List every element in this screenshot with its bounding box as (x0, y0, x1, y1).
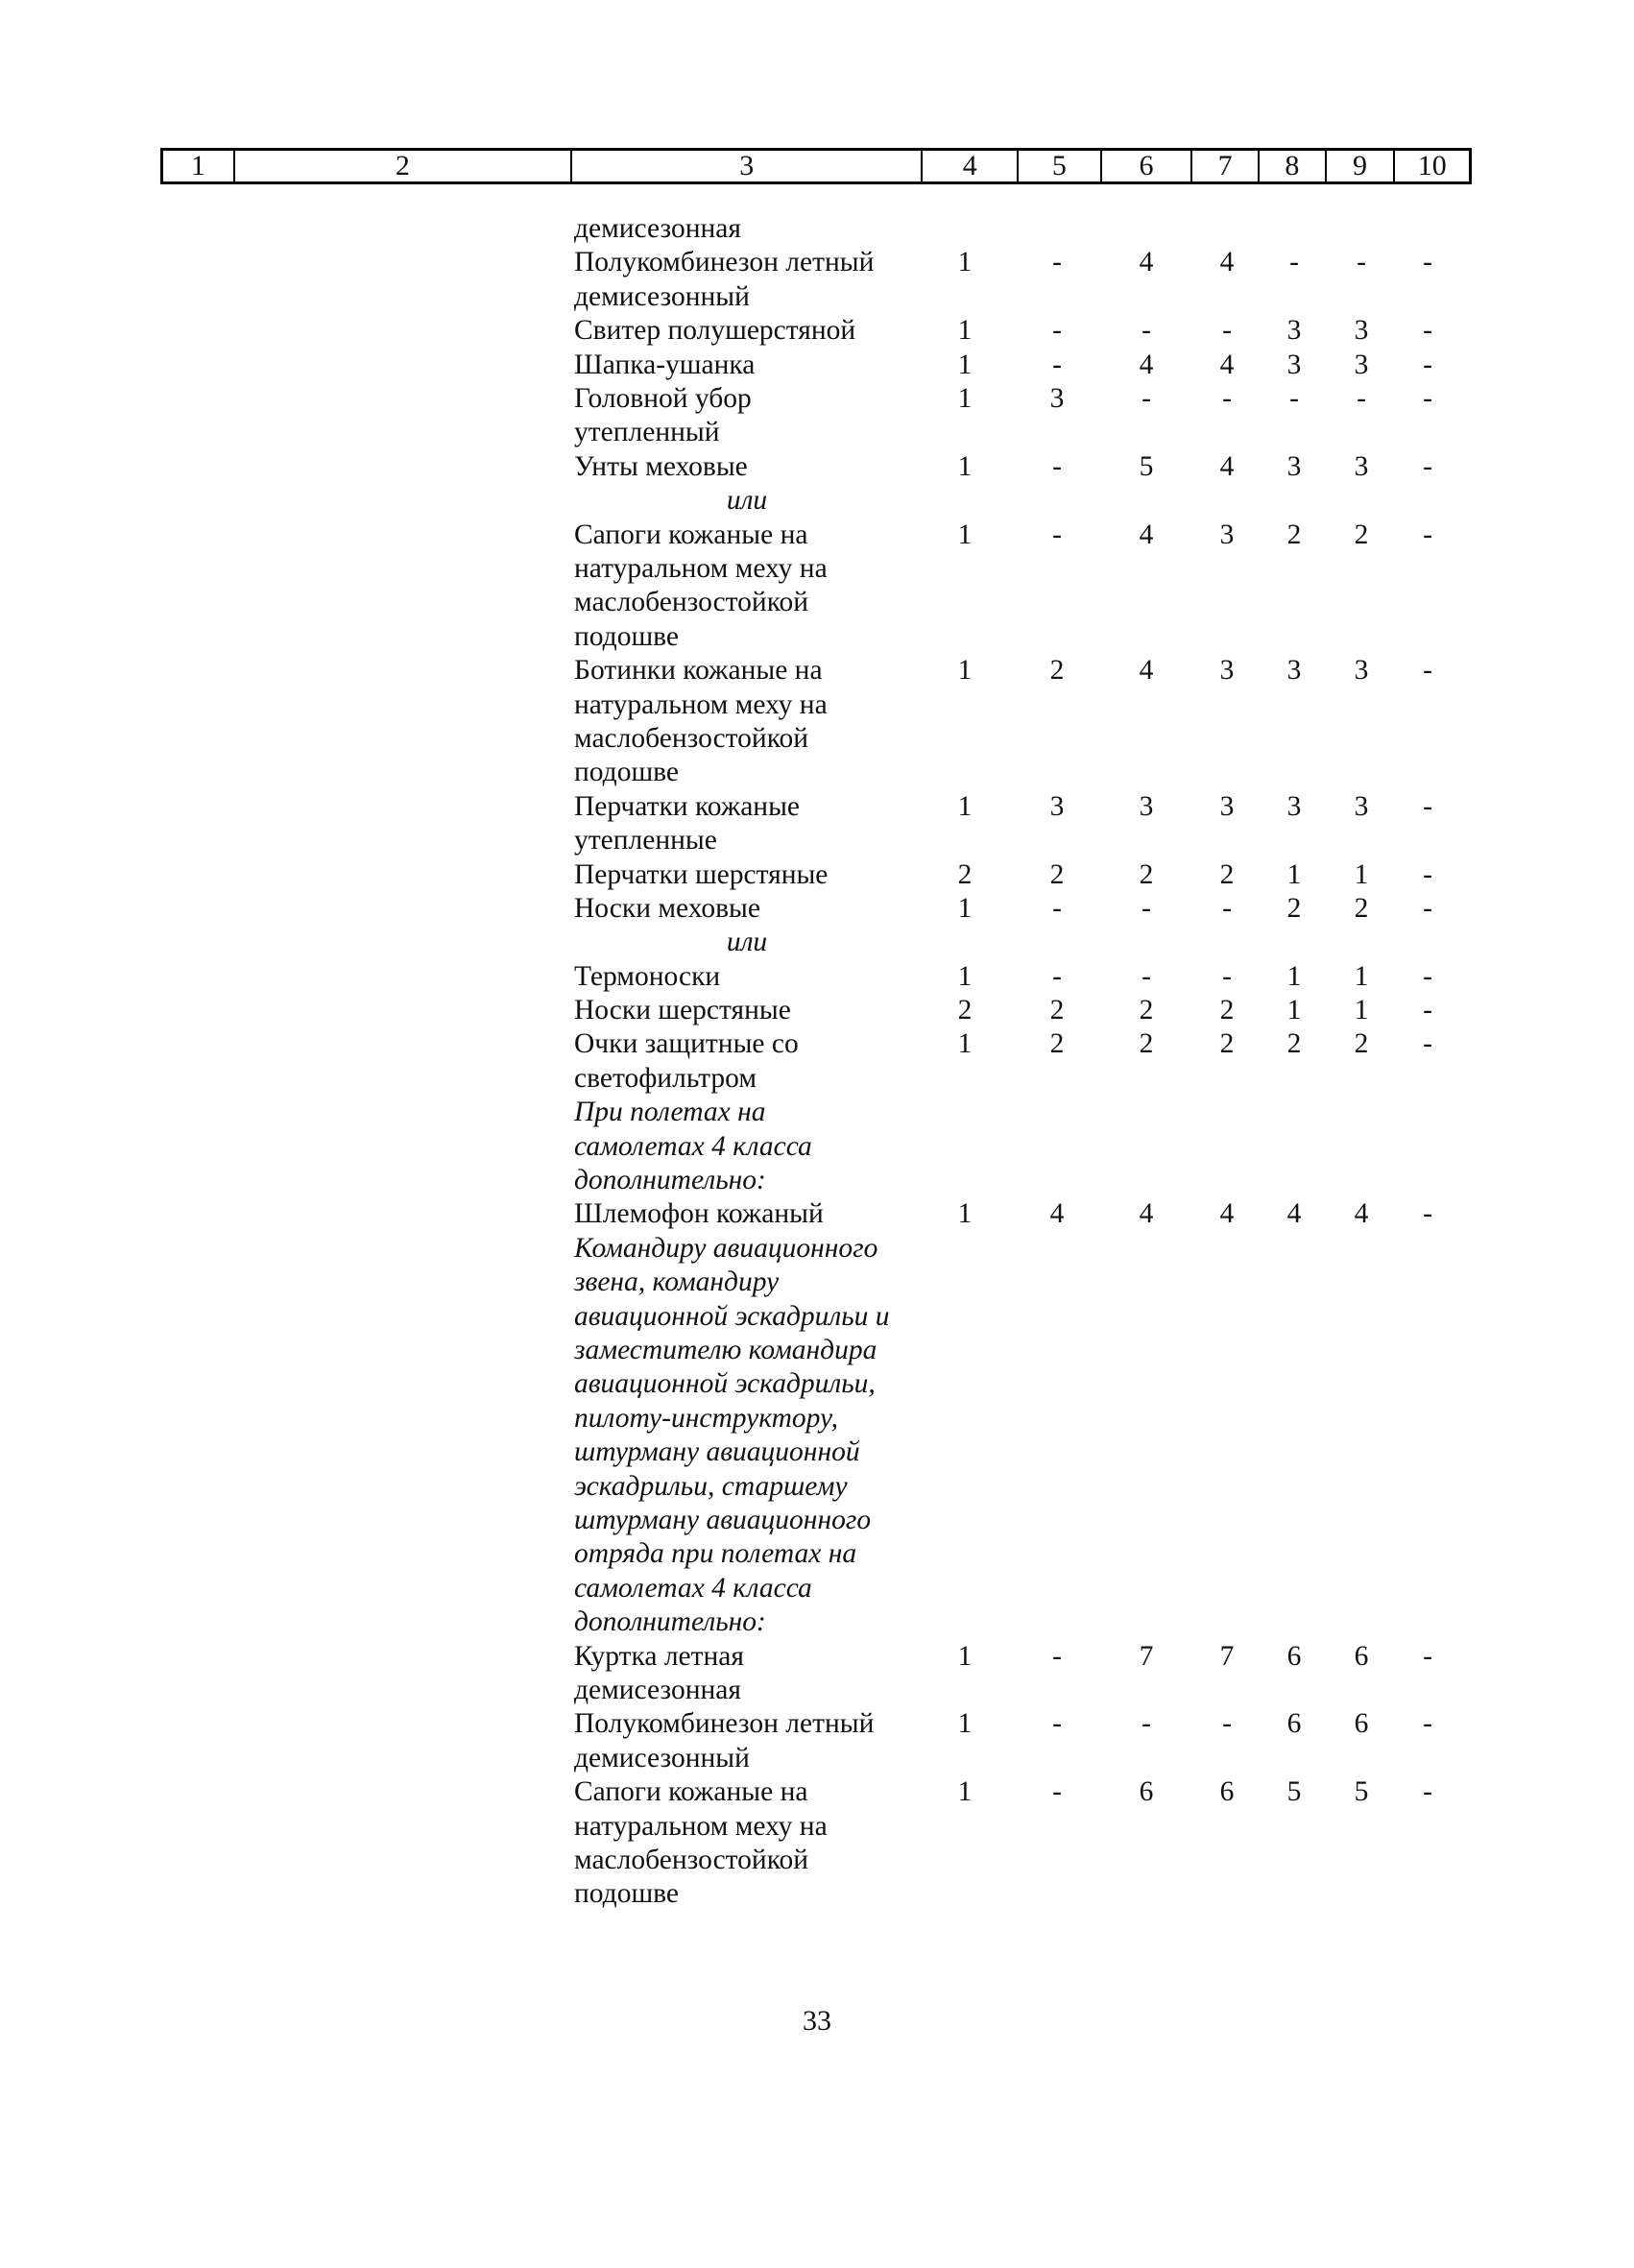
table-row (0, 450, 1634, 484)
alternative-label (574, 484, 920, 518)
value-col-5: - (1052, 519, 1062, 550)
item-name-line: авиационной эскадрильи, (574, 1368, 876, 1400)
item-name-line: звена, командиру (574, 1267, 780, 1298)
value-col-6: 4 (1139, 655, 1154, 687)
item-name-line: Термоноски (574, 960, 721, 992)
table-row (0, 349, 1634, 382)
value-col-9: 2 (1354, 1028, 1369, 1060)
value-col-5: - (1052, 1776, 1062, 1808)
value-col-8: 2 (1286, 1028, 1302, 1060)
value-col-5: - (1052, 960, 1062, 992)
value-col-6: 4 (1139, 349, 1154, 380)
value-col-7: 4 (1219, 349, 1235, 380)
item-name-line: штурману авиационной (574, 1436, 860, 1468)
item-name (574, 892, 939, 926)
value-col-8: 2 (1286, 892, 1302, 924)
table-row (0, 960, 1634, 994)
table-header-row (160, 148, 1472, 184)
value-col-9: 1 (1354, 995, 1369, 1026)
item-name-line: Шлемофон кожаный (574, 1198, 824, 1230)
value-col-5: - (1052, 315, 1062, 347)
page-number: 33 (803, 2005, 831, 2037)
section-note (574, 1232, 939, 1640)
table-row (0, 1197, 1634, 1231)
value-col-10: - (1423, 1708, 1432, 1740)
value-col-8: 5 (1286, 1776, 1302, 1808)
value-col-9: 3 (1354, 655, 1369, 687)
value-col-5: - (1052, 1640, 1062, 1672)
value-col-4: 1 (957, 960, 973, 992)
item-name-line: утепленные (574, 825, 717, 857)
item-name-line: Полукомбинезон летный (574, 247, 875, 278)
value-col-10: - (1423, 892, 1432, 924)
table-row (0, 519, 1634, 655)
header-col-3: 3 (572, 151, 923, 181)
item-name-line: Очки защитные со (574, 1028, 799, 1060)
value-col-10: - (1423, 1028, 1432, 1060)
item-name-line: или (726, 485, 768, 517)
value-col-7: 3 (1219, 655, 1235, 687)
item-name-line: Носки шерстяные (574, 995, 791, 1026)
item-name-line: Носки меховые (574, 892, 760, 924)
value-col-9: 3 (1354, 790, 1369, 822)
item-name-line: Сапоги кожаные на (574, 1776, 808, 1808)
value-col-8: 1 (1286, 960, 1302, 992)
header-col-10: 10 (1417, 150, 1447, 181)
item-name-line: отряда при полетах на (574, 1538, 857, 1570)
value-col-10: - (1423, 790, 1432, 822)
section-note (574, 1096, 939, 1197)
item-name-line: Перчатки шерстяные (574, 858, 829, 890)
table-row (0, 382, 1634, 450)
value-col-10: - (1423, 382, 1432, 414)
item-name-line: подошве (574, 757, 680, 788)
item-name-line: маслобензостойкой (574, 1845, 809, 1876)
value-col-4: 1 (957, 247, 973, 278)
header-col-4: 4 (923, 151, 1019, 181)
value-col-5: 3 (1049, 790, 1065, 822)
value-col-4: 1 (957, 1708, 973, 1740)
item-name (574, 858, 939, 892)
value-col-9: - (1357, 247, 1366, 278)
item-name-line: маслобензостойкой (574, 587, 809, 618)
value-col-10: - (1423, 995, 1432, 1026)
value-col-7: 3 (1219, 790, 1235, 822)
value-col-6: 4 (1139, 519, 1154, 550)
table-row (0, 484, 1634, 518)
item-name-line: Унты меховые (574, 450, 748, 482)
item-name (574, 654, 939, 790)
header-col-9: 9 (1327, 151, 1396, 181)
value-col-8: 3 (1286, 349, 1302, 380)
item-name-line: Перчатки кожаные (574, 790, 800, 822)
value-col-6: 2 (1139, 858, 1154, 890)
value-col-9: 4 (1354, 1198, 1369, 1230)
value-col-5: - (1052, 349, 1062, 380)
table-row (0, 1027, 1634, 1096)
item-name (574, 1640, 939, 1708)
item-name (574, 382, 939, 450)
value-col-5: - (1052, 892, 1062, 924)
table-row (0, 926, 1634, 959)
item-name-line: натуральном меху на (574, 1810, 828, 1842)
value-col-10: - (1423, 655, 1432, 687)
table-row (0, 790, 1634, 858)
item-name-line: или (726, 927, 768, 958)
header-col-8: 8 (1260, 151, 1327, 181)
value-col-6: - (1141, 315, 1151, 347)
value-col-5: 2 (1049, 858, 1065, 890)
value-col-8: - (1289, 247, 1299, 278)
value-col-10: - (1423, 1198, 1432, 1230)
value-col-9: 6 (1354, 1640, 1369, 1672)
value-col-7: - (1222, 1708, 1232, 1740)
item-name-line: дополнительно: (574, 1606, 766, 1638)
item-name-line: натуральном меху на (574, 552, 828, 584)
value-col-4: 1 (957, 1028, 973, 1060)
item-name-line: Свитер полушерстяной (574, 315, 856, 347)
value-col-5: 4 (1049, 1198, 1065, 1230)
table-row (0, 246, 1634, 314)
item-name-line: заместителю командира (574, 1335, 877, 1366)
value-col-10: - (1423, 858, 1432, 890)
value-col-4: 1 (957, 892, 973, 924)
value-col-7: 7 (1219, 1640, 1235, 1672)
item-name-line: Сапоги кожаные на (574, 519, 808, 550)
item-name-line: демисезонная (574, 213, 741, 244)
item-name-line: маслобензостойкой (574, 722, 809, 754)
item-name-line: демисезонная (574, 1675, 741, 1706)
value-col-6: 3 (1139, 790, 1154, 822)
item-name (574, 960, 939, 994)
value-col-6: 7 (1139, 1640, 1154, 1672)
value-col-5: - (1052, 450, 1062, 482)
item-name-line: При полетах на (574, 1097, 766, 1128)
item-name (574, 790, 939, 858)
value-col-4: 2 (957, 858, 973, 890)
item-name (574, 349, 939, 382)
value-col-6: 5 (1139, 450, 1154, 482)
value-col-10: - (1423, 1776, 1432, 1808)
value-col-8: 3 (1286, 790, 1302, 822)
item-name-line: Полукомбинезон летный (574, 1708, 875, 1740)
value-col-10: - (1423, 315, 1432, 347)
item-name-line: демисезонный (574, 280, 750, 312)
value-col-4: 1 (957, 382, 973, 414)
item-name (574, 519, 939, 655)
value-col-8: 6 (1286, 1708, 1302, 1740)
item-name (574, 1707, 939, 1775)
item-name (574, 994, 939, 1027)
header-col-6: 6 (1102, 151, 1193, 181)
value-col-9: 3 (1354, 450, 1369, 482)
value-col-8: 1 (1286, 995, 1302, 1026)
value-col-9: - (1357, 382, 1366, 414)
item-name (574, 1027, 939, 1096)
value-col-4: 1 (957, 1198, 973, 1230)
item-name (574, 246, 939, 314)
value-col-9: 6 (1354, 1708, 1369, 1740)
value-col-4: 1 (957, 1776, 973, 1808)
value-col-6: 6 (1139, 1776, 1154, 1808)
value-col-10: - (1423, 349, 1432, 380)
item-name (574, 1197, 939, 1231)
value-col-9: 3 (1354, 349, 1369, 380)
item-name-line: Шапка-ушанка (574, 349, 756, 380)
table-row (0, 1640, 1634, 1708)
item-name-line: светофильтром (574, 1062, 757, 1094)
item-name-line: самолетах 4 класса (574, 1572, 812, 1604)
value-col-6: - (1141, 892, 1151, 924)
item-name (574, 450, 939, 484)
value-col-4: 1 (957, 315, 973, 347)
value-col-6: 4 (1139, 1198, 1154, 1230)
value-col-7: - (1222, 892, 1232, 924)
value-col-9: 3 (1354, 315, 1369, 347)
value-col-4: 1 (957, 655, 973, 687)
header-col-1: 1 (163, 151, 235, 181)
value-col-8: 2 (1286, 519, 1302, 550)
item-name-line: авиационной эскадрильи и (574, 1300, 890, 1332)
value-col-10: - (1423, 247, 1432, 278)
item-name-line: подошве (574, 620, 680, 652)
value-col-5: 3 (1049, 382, 1065, 414)
value-col-4: 1 (957, 519, 973, 550)
value-col-7: 3 (1219, 519, 1235, 550)
value-col-9: 1 (1354, 960, 1369, 992)
value-col-8: 3 (1286, 655, 1302, 687)
value-col-4: 1 (957, 349, 973, 380)
value-col-10: - (1423, 519, 1432, 550)
item-name (574, 314, 939, 348)
table-row (0, 892, 1634, 926)
item-name-line: штурману авиационного (574, 1504, 872, 1535)
value-col-4: 1 (957, 1640, 973, 1672)
value-col-7: - (1222, 960, 1232, 992)
value-col-7: 6 (1219, 1776, 1235, 1808)
value-col-9: 1 (1354, 858, 1369, 890)
item-name-line: пилоту-инструктору, (574, 1402, 839, 1434)
header-col-5: 5 (1019, 151, 1102, 181)
item-name-line: Головной убор (574, 382, 752, 414)
table-row (0, 1707, 1634, 1775)
value-col-4: 1 (957, 790, 973, 822)
item-name-line: утепленный (574, 417, 720, 448)
value-col-4: 2 (957, 995, 973, 1026)
item-name-line: эскадрильи, старшему (574, 1470, 848, 1502)
value-col-7: - (1222, 315, 1232, 347)
table-row (0, 654, 1634, 790)
value-col-5: 2 (1049, 655, 1065, 687)
value-col-8: 3 (1286, 315, 1302, 347)
value-col-5: - (1052, 247, 1062, 278)
value-col-7: 2 (1219, 858, 1235, 890)
value-col-9: 2 (1354, 892, 1369, 924)
item-name-line: Командиру авиационного (574, 1232, 878, 1264)
item-name-line: подошве (574, 1878, 680, 1910)
value-col-7: 2 (1219, 995, 1235, 1026)
value-col-9: 5 (1354, 1776, 1369, 1808)
value-col-6: 4 (1139, 247, 1154, 278)
value-col-7: - (1222, 382, 1232, 414)
value-col-8: 3 (1286, 450, 1302, 482)
value-col-9: 2 (1354, 519, 1369, 550)
item-name (574, 1775, 939, 1912)
value-col-6: 2 (1139, 1028, 1154, 1060)
table-row (0, 314, 1634, 348)
table-row (0, 1232, 1634, 1640)
item-name-line: дополнительно: (574, 1165, 766, 1196)
value-col-6: - (1141, 960, 1151, 992)
table-row (0, 1775, 1634, 1912)
table-row (0, 858, 1634, 892)
value-col-5: 2 (1049, 995, 1065, 1026)
value-col-8: 1 (1286, 858, 1302, 890)
value-col-10: - (1423, 450, 1432, 482)
value-col-5: - (1052, 1708, 1062, 1740)
header-col-7: 7 (1192, 151, 1260, 181)
item-name-line: демисезонный (574, 1742, 750, 1773)
value-col-6: - (1141, 1708, 1151, 1740)
value-col-7: 4 (1219, 450, 1235, 482)
header-col-2: 2 (235, 151, 572, 181)
value-col-10: - (1423, 1640, 1432, 1672)
value-col-8: 4 (1286, 1198, 1302, 1230)
value-col-7: 4 (1219, 247, 1235, 278)
item-name (574, 212, 939, 246)
alternative-label (574, 926, 920, 959)
value-col-10: - (1423, 960, 1432, 992)
value-col-5: 2 (1049, 1028, 1065, 1060)
value-col-4: 1 (957, 450, 973, 482)
table-row (0, 994, 1634, 1027)
value-col-6: 2 (1139, 995, 1154, 1026)
value-col-7: 2 (1219, 1028, 1235, 1060)
table-body (0, 212, 1634, 1912)
item-name-line: Ботинки кожаные на (574, 655, 823, 687)
value-col-6: - (1141, 382, 1151, 414)
value-col-7: 4 (1219, 1198, 1235, 1230)
item-name-line: самолетах 4 класса (574, 1130, 812, 1162)
value-col-8: 6 (1286, 1640, 1302, 1672)
table-row (0, 1096, 1634, 1197)
item-name-line: натуральном меху на (574, 688, 828, 720)
value-col-8: - (1289, 382, 1299, 414)
item-name-line: Куртка летная (574, 1640, 744, 1672)
table-row (0, 212, 1634, 246)
